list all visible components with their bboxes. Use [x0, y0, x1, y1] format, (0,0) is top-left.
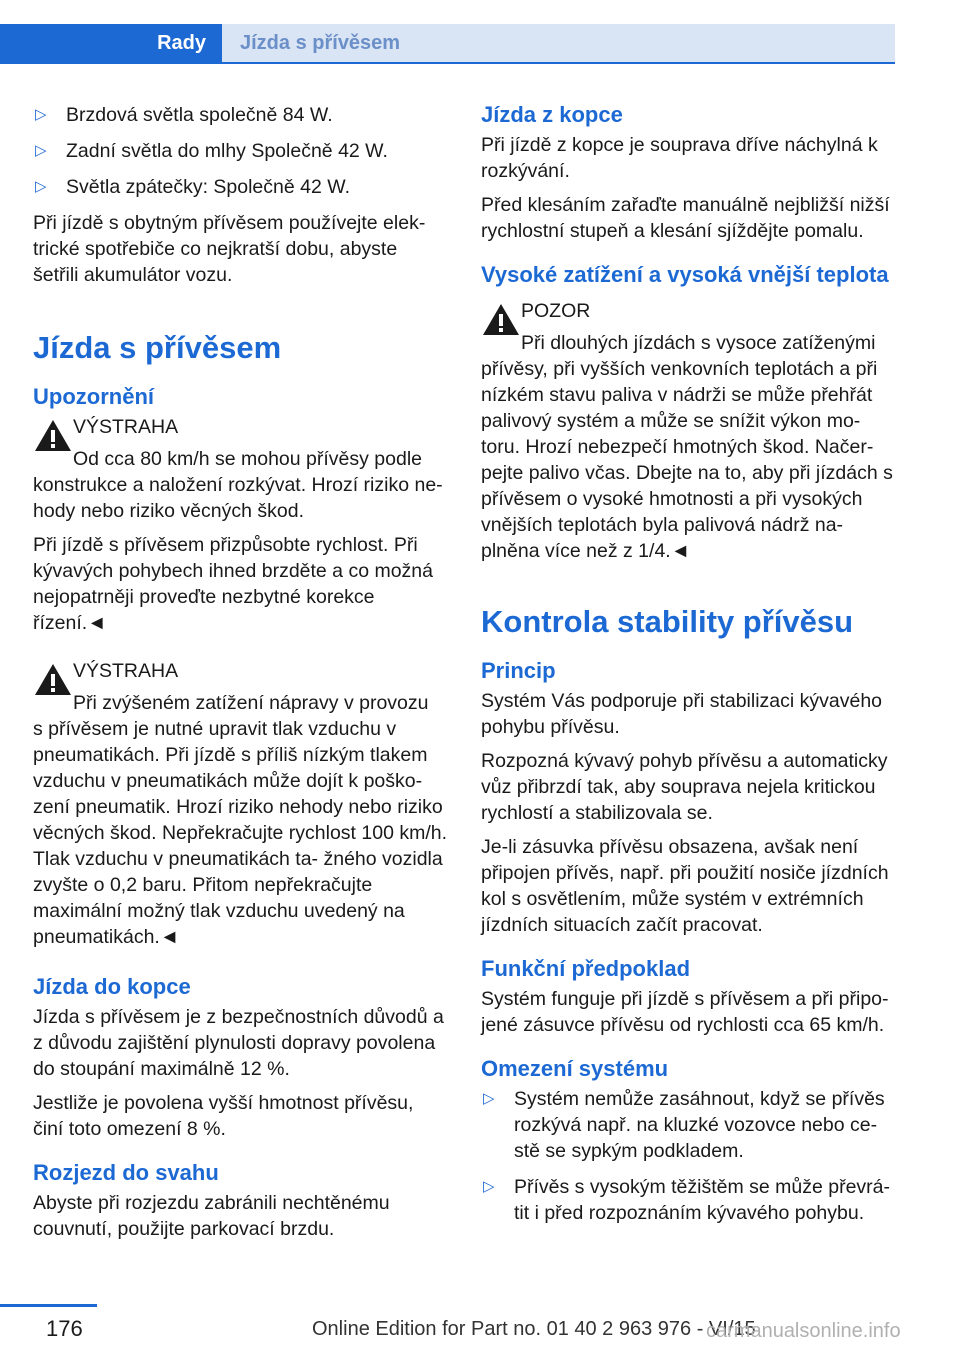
triangle-right-icon: ▷	[35, 178, 47, 195]
warning-title: VÝSTRAHA	[73, 416, 179, 438]
footer-divider	[0, 1304, 97, 1307]
paragraph: Jízda s přívěsem je z bezpečnostních důvodů a z důvodu zajištění plynulosti dopravy povolena do stoupání maximálně 12 %.	[33, 1006, 444, 1080]
paragraph: Při jízdě s obytným přívěsem používejte elek‐ trické spotřebiče co nejkratší dobu, abyste šetřili akumulátor vozu.	[33, 212, 426, 286]
right-column	[481, 102, 896, 1236]
heading-princip: Princip	[481, 658, 556, 683]
warning-triangle-icon	[33, 662, 73, 698]
heading-jizda-do-kopce: Jízda do kopce	[33, 974, 191, 999]
warning-triangle-icon	[481, 302, 521, 338]
heading-jizda-s-privesem: Jízda s přívěsem	[33, 330, 282, 365]
paragraph: Systém funguje při jízdě s přívěsem a při připo‐ jené zásuvce přívěsu od rychlosti cca 65 km/h.	[481, 988, 889, 1036]
warning-block	[33, 414, 448, 524]
paragraph: Při jízdě s přívěsem přizpůsobte rychlost. Při kývavých pohybech ihned brzděte a co možná nejopatrněji proveďte nezbytné korekce řízení.◄	[33, 534, 433, 634]
paragraph: Rozpozná kývavý pohyb přívěsu a automaticky vůz přibrzdí tak, aby souprava nejela kritickou rychlostí a stabilizovala se.	[481, 750, 888, 824]
heading-kontrola-stability: Kontrola stability přívěsu	[481, 604, 854, 639]
section-tab-rady: Rady	[0, 24, 222, 62]
warning-text: s přívěsem je nutné upravit tlak vzduchu v pneumatikách. Při jízdě s příliš nízkým tlakem vzduchu v pneumatikách může dojít k poško‐ zení pneumatik. Hrozí riziko nehody nebo riziko věcných škod. Nepřekračujte rychlost 100 km/h. Tlak vzduchu v pneumatikách ta‐ žného vozidla zvyšte o 0,2 baru. Přitom nepřekračujte maximální možný tlak vzduchu uvedený na pneumatikách.◄	[33, 718, 448, 948]
heading-vysoke-zatizeni: Vysoké zatížení a vysoká vnější teplota	[481, 262, 889, 287]
caution-block	[481, 298, 896, 564]
header-divider	[0, 62, 895, 64]
heading-jizda-z-kopce: Jízda z kopce	[481, 102, 623, 127]
caution-text: přívěsy, při vyšších venkovních teplotách a při nízkém stavu paliva v nádrži se může přehřát palivový systém a může se snížit výkon mo‐ toru. Hrozí nebezpečí hmotných škod. Načer‐ pejte palivo včas. Dbejte na to, aby při jízdách s přívěsem o vysoké hmotnosti a při vysokých vnějších teplotách byla palivová nádrž na‐ plněna více než z 1/4.◄	[481, 358, 893, 562]
caution-title: POZOR	[521, 300, 591, 322]
heading-upozorneni: Upozornění	[33, 384, 154, 409]
warning-title: VÝSTRAHA	[73, 660, 179, 682]
list-item: ▷ Přívěs s vysokým těžištěm se může převrá‐ tit i před rozpoznáním kývavého pohybu.	[483, 1176, 891, 1224]
edition-text: Online Edition for Part no. 01 40 2 963 976 - VI/15	[312, 1318, 756, 1340]
list-item: ▷ Brzdová světla společně 84 W.	[35, 104, 333, 126]
section-tab-jizda: Jízda s přívěsem	[222, 24, 895, 62]
heading-funkcni-predpoklad: Funkční předpoklad	[481, 956, 691, 981]
list-item: ▷ Systém nemůže zasáhnout, když se přívěs rozkývá např. na kluzké vozovce nebo ce‐ stě se sypkým podkladem.	[483, 1088, 885, 1162]
caution-text-first: Při dlouhých jízdách s vysoce zatíženými	[521, 332, 876, 354]
triangle-right-icon: ▷	[483, 1178, 495, 1195]
warning-block	[33, 658, 448, 950]
triangle-right-icon: ▷	[35, 106, 47, 123]
page-header	[0, 24, 895, 62]
list-item: ▷ Světla zpátečky: Společně 42 W.	[35, 176, 350, 198]
list-item: ▷ Zadní světla do mlhy Společně 42 W.	[35, 140, 388, 162]
watermark: carmanualsonline.info	[706, 1320, 901, 1342]
paragraph: Jestliže je povolena vyšší hmotnost přívěsu, činí toto omezení 8 %.	[33, 1092, 414, 1140]
warning-text-first: Od cca 80 km/h se mohou přívěsy podle	[73, 448, 423, 470]
paragraph: Při jízdě z kopce je souprava dříve náchylná k rozkývání.	[481, 134, 878, 182]
triangle-right-icon: ▷	[483, 1090, 495, 1107]
warning-text: konstrukce a naložení rozkývat. Hrozí riziko ne‐ hody nebo riziko věcných škod.	[33, 474, 443, 522]
left-column	[33, 102, 448, 1250]
warning-triangle-icon	[33, 418, 73, 454]
paragraph: Systém Vás podporuje při stabilizaci kývavého pohybu přívěsu.	[481, 690, 883, 738]
page-number: 176	[46, 1316, 83, 1341]
paragraph: Abyste při rozjezdu zabránili nechtěnému couvnutí, použijte parkovací brzdu.	[33, 1192, 390, 1240]
paragraph: Je-li zásuvka přívěsu obsazena, avšak není připojen přívěs, např. při použití nosiče jízdních kol s osvětlením, může systém v extrémních jízdních situacích začít pracovat.	[481, 836, 889, 936]
triangle-right-icon: ▷	[35, 142, 47, 159]
heading-rozjezd-do-svahu: Rozjezd do svahu	[33, 1160, 219, 1185]
heading-omezeni-systemu: Omezení systému	[481, 1056, 669, 1081]
paragraph: Před klesáním zařaďte manuálně nejbližší nižší rychlostní stupeň a klesání sjíždějte pomalu.	[481, 194, 890, 242]
warning-text-first: Při zvýšeném zatížení nápravy v provozu	[73, 692, 429, 714]
